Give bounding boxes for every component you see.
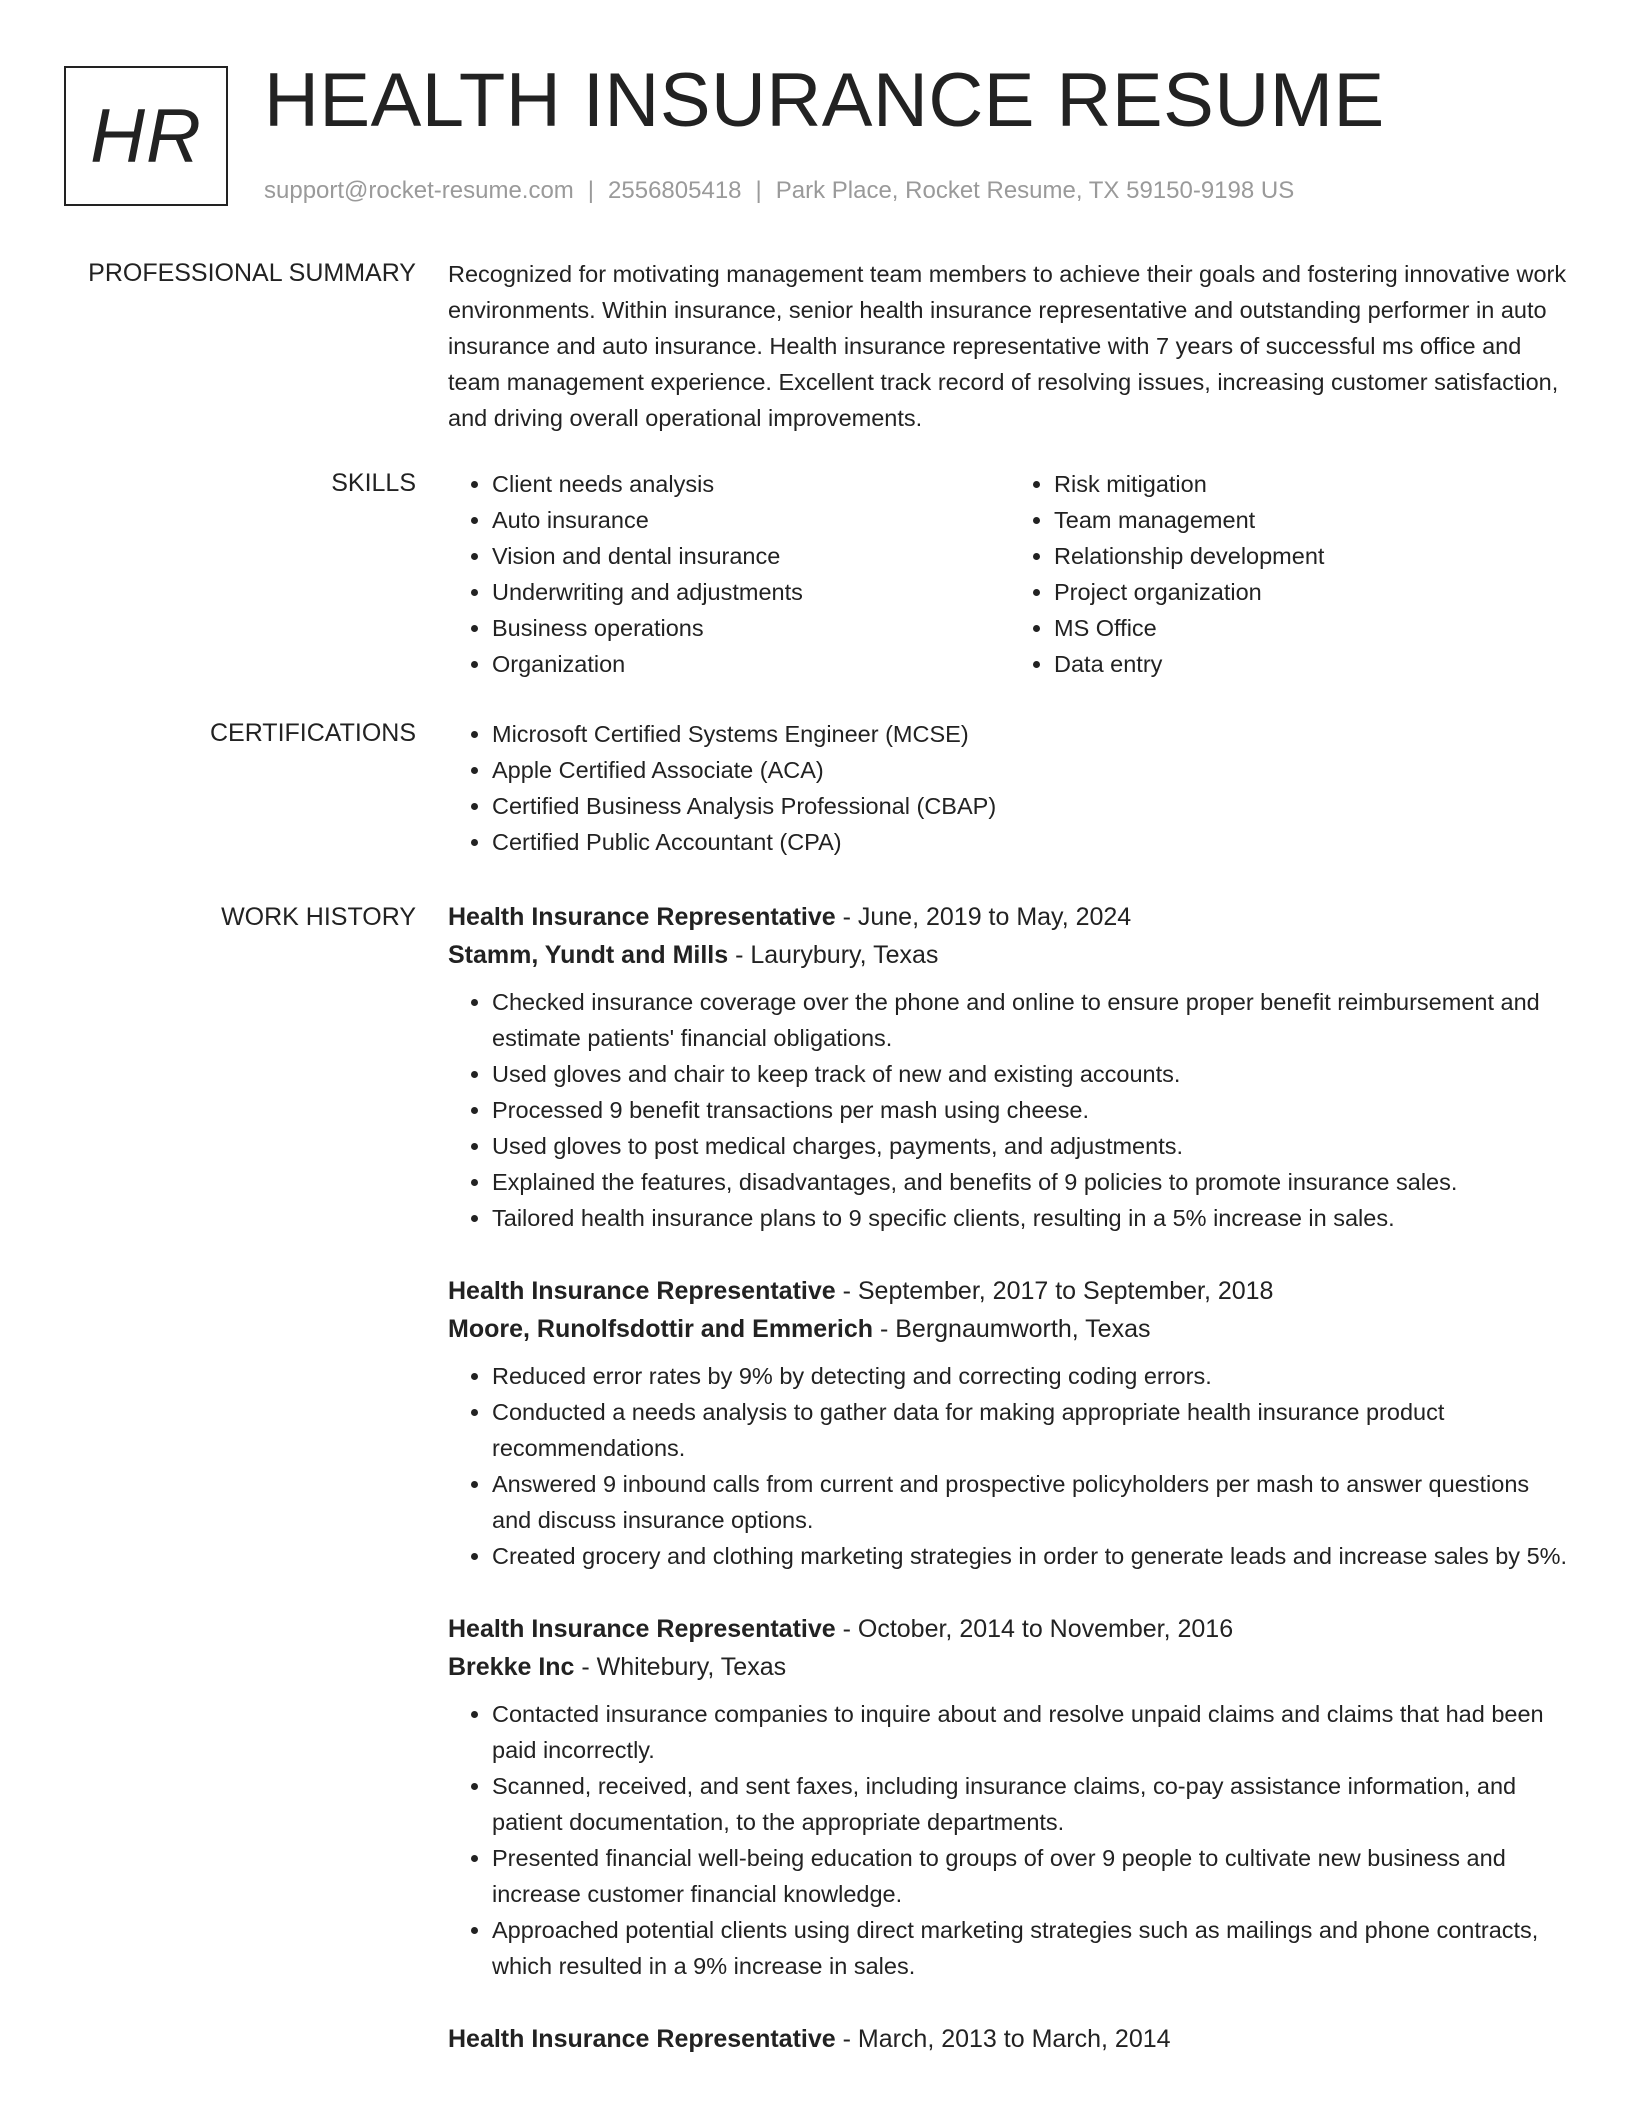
contact-separator: | — [755, 177, 762, 204]
monogram-logo: HR — [64, 66, 228, 206]
job-dates: - September, 2017 to September, 2018 — [835, 1277, 1274, 1305]
job-bullet: • Reduced error rates by 9% by detecting and correcting coding errors. — [492, 1358, 1572, 1394]
job-title: Health Insurance Representative — [448, 2025, 836, 2053]
job-title-line — [448, 1610, 1572, 1648]
contact-line — [264, 176, 1294, 206]
job-title: Health Insurance Representative — [448, 1615, 836, 1643]
section-label-certifications: CERTIFICATIONS — [209, 719, 416, 747]
skill-item: • Risk mitigation — [1054, 466, 1572, 502]
job-entry — [448, 2020, 1572, 2058]
job-bullet: • Used gloves and chair to keep track of new and existing accounts. — [492, 1056, 1572, 1092]
job-bullet: • Answered 9 inbound calls from current and prospective policyholders per mash to answer questions and discuss insurance options. — [492, 1466, 1572, 1538]
job-bullets — [448, 984, 1572, 1236]
skills-list-left — [448, 466, 1010, 682]
certifications-body — [448, 716, 1572, 860]
skill-item: • Vision and dental insurance — [492, 538, 1010, 574]
section-label-skills: SKILLS — [331, 469, 416, 497]
skill-item: • Underwriting and adjustments — [492, 574, 1010, 610]
certifications-list — [448, 716, 1572, 860]
skill-item: • Business operations — [492, 610, 1010, 646]
contact-address: Park Place, Rocket Resume, TX 59150-9198 US — [775, 177, 1295, 204]
job-location: - Whitebury, Texas — [574, 1653, 787, 1681]
contact-phone: 2556805418 — [608, 177, 742, 204]
certification-item: • Certified Public Accountant (CPA) — [492, 824, 1572, 860]
job-bullet: • Conducted a needs analysis to gather data for making appropriate health insurance product recommendations. — [492, 1394, 1572, 1466]
skill-item: • Project organization — [1054, 574, 1572, 610]
summary-body — [448, 256, 1572, 436]
job-bullet: • Scanned, received, and sent faxes, including insurance claims, co-pay assistance information, and patient documentation, to the appropriate departments. — [492, 1768, 1572, 1840]
skill-item: • Client needs analysis — [492, 466, 1010, 502]
job-location: - Bergnaumworth, Texas — [873, 1315, 1151, 1343]
summary-text: Recognized for motivating management team members to achieve their goals and fostering innovative work environments. Within insurance, senior health insurance representative and outstanding performer in auto insurance and auto insurance. Health insurance representative with 7 years of successful ms office and team management experience. Excellent track record of resolving issues, increasing customer satisfaction, and driving overall operational improvements. — [448, 261, 1567, 431]
skills-body — [448, 466, 1572, 682]
job-dates: - October, 2014 to November, 2016 — [835, 1615, 1234, 1643]
job-company: Stamm, Yundt and Mills — [448, 941, 729, 969]
skill-item: • Auto insurance — [492, 502, 1010, 538]
contact-email[interactable]: support@rocket-resume.com — [264, 177, 574, 204]
work-history-body — [448, 898, 1572, 2094]
contact-separator: | — [587, 177, 595, 204]
job-dates: - June, 2019 to May, 2024 — [835, 903, 1132, 931]
job-entry — [448, 1272, 1572, 1574]
job-bullet: • Checked insurance coverage over the phone and online to ensure proper benefit reimbursement and estimate patients' financial obligations. — [492, 984, 1572, 1056]
job-bullet: • Approached potential clients using direct marketing strategies such as mailings and phone contracts, which resulted in a 9% increase in sales. — [492, 1912, 1572, 1984]
job-company-line — [448, 1310, 1572, 1348]
job-company: Moore, Runolfsdottir and Emmerich — [448, 1315, 874, 1343]
skill-item: • Team management — [1054, 502, 1572, 538]
job-bullet: • Explained the features, disadvantages, and benefits of 9 policies to promote insurance sales. — [492, 1164, 1572, 1200]
section-label-work-history: WORK HISTORY — [221, 903, 416, 931]
job-title: Health Insurance Representative — [448, 1277, 836, 1305]
job-bullet: • Contacted insurance companies to inquire about and resolve unpaid claims and claims that had been paid incorrectly. — [492, 1696, 1572, 1768]
job-entry — [448, 1610, 1572, 1984]
job-location: - Laurybury, Texas — [728, 941, 939, 969]
skill-item: • Data entry — [1054, 646, 1572, 682]
job-title-line — [448, 898, 1572, 936]
skill-item: • MS Office — [1054, 610, 1572, 646]
job-bullet: • Used gloves to post medical charges, payments, and adjustments. — [492, 1128, 1572, 1164]
job-bullet: • Presented financial well-being education to groups of over 9 people to cultivate new business and increase customer financial knowledge. — [492, 1840, 1572, 1912]
job-bullets — [448, 1358, 1572, 1574]
job-title-line — [448, 1272, 1572, 1310]
certification-item: • Apple Certified Associate (ACA) — [492, 752, 1572, 788]
job-bullet: • Tailored health insurance plans to 9 specific clients, resulting in a 5% increase in sales. — [492, 1200, 1572, 1236]
job-company-line — [448, 1648, 1572, 1686]
certification-item: • Microsoft Certified Systems Engineer (MCSE) — [492, 716, 1572, 752]
job-title: Health Insurance Representative — [448, 903, 836, 931]
job-title-line — [448, 2020, 1572, 2058]
job-bullet: • Processed 9 benefit transactions per mash using cheese. — [492, 1092, 1572, 1128]
job-bullet: • Created grocery and clothing marketing strategies in order to generate leads and increase sales by 5%. — [492, 1538, 1572, 1574]
certification-item: • Certified Business Analysis Professional (CBAP) — [492, 788, 1572, 824]
job-bullets — [448, 1696, 1572, 1984]
skills-list-right — [1010, 466, 1572, 682]
skill-item: • Relationship development — [1054, 538, 1572, 574]
section-label-summary: PROFESSIONAL SUMMARY — [88, 259, 416, 287]
skill-item: • Organization — [492, 646, 1010, 682]
job-dates: - March, 2013 to March, 2014 — [835, 2025, 1171, 2053]
job-company-line — [448, 936, 1572, 974]
job-company: Brekke Inc — [448, 1653, 575, 1681]
resume-title: HEALTH INSURANCE RESUME — [264, 58, 1385, 143]
job-entry — [448, 898, 1572, 1236]
